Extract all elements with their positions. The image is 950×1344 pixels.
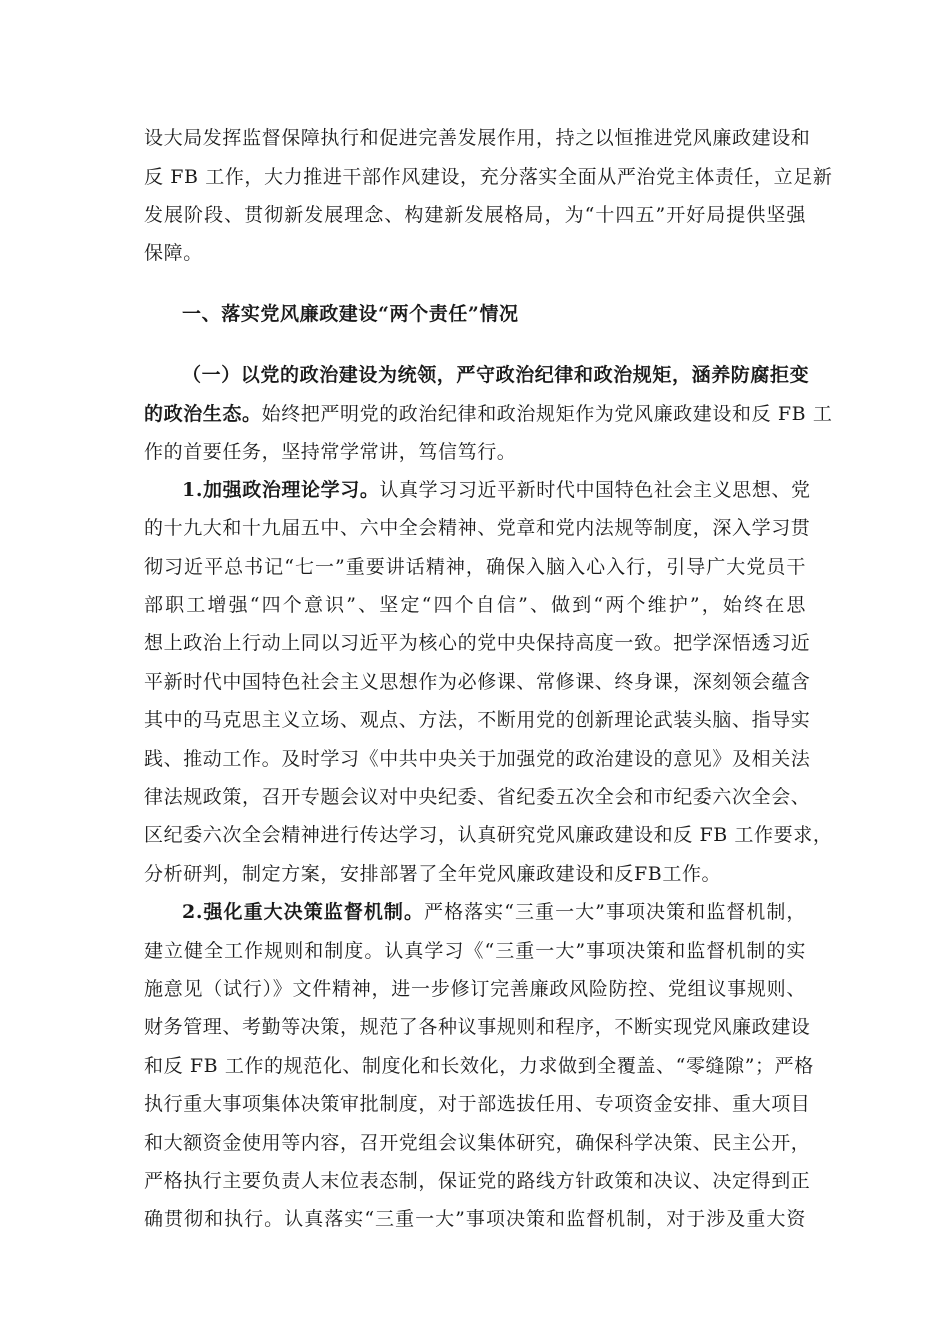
intro-line-4: 保障。 — [144, 242, 203, 264]
item2-line: 和反 FB 工作的规范化、制度化和长效化，力求做到全覆盖、“零缝隙”；严格 — [144, 1055, 814, 1077]
item1-first-text: 认真学习习近平新时代中国特色社会主义思想、党 — [379, 479, 811, 501]
subsection-line-2-text: 始终把严明党的政治纪律和政治规矩作为党风廉政建设和反 FB 工 — [261, 403, 833, 425]
item2-line: 执行重大事项集体决策审批制度，对于部选拔任用、专项资金安排、重大项目 — [144, 1093, 811, 1115]
item2-title: 2.强化重大决策监督机制。 — [182, 901, 425, 923]
item1-line: 彻习近平总书记“七一”重要讲话精神，确保入脑入心入行，引导广大党员干 — [144, 556, 806, 578]
intro-line-2: 反 FB 工作，大力推进干部作风建设，充分落实全面从严治党主体责任，立足新 — [144, 166, 833, 188]
item1-line-last: 分析研判，制定方案，安排部署了全年党风廉政建设和反FB工作。 — [144, 863, 722, 885]
item2-line: 施意见（试行）》文件精神，进一步修订完善廉政风险防控、党组议事规则、 — [144, 978, 806, 1000]
item1-line-1 — [182, 476, 811, 504]
item1-line: 其中的马克思主义立场、观点、方法，不断用党的创新理论武装头脑、指导实 — [144, 709, 811, 731]
item2-line-1 — [182, 898, 806, 926]
item1-line: 区纪委六次全会精神进行传达学习，认真研究党风廉政建设和反 FB 工作要求， — [144, 824, 833, 846]
item1-line: 律法规政策，召开专题会议对中央纪委、省纪委五次全会和市纪委六次全会、 — [144, 786, 811, 808]
item1-line: 平新时代中国特色社会主义思想作为必修课、常修课、终身课，深刻领会蕴含 — [144, 671, 811, 693]
item2-first-text: 严格落实“三重一大”事项决策和监督机制， — [424, 901, 806, 923]
item2-line: 财务管理、考勤等决策，规范了各种议事规则和程序，不断实现党风廉政建设 — [144, 1016, 811, 1038]
item2-line: 确贯彻和执行。认真落实“三重一大”事项决策和监督机制，对于涉及重大资 — [144, 1208, 806, 1230]
subsection-title-line-1: （一）以党的政治建设为统领，严守政治纪律和政治规矩，涵养防腐拒变 — [182, 364, 810, 386]
item2-line: 建立健全工作规则和制度。认真学习《“三重一大”事项决策和监督机制的实 — [144, 940, 806, 962]
item1-line: 想上政治上行动上同以习近平为核心的党中央保持高度一致。把学深悟透习近 — [144, 632, 811, 654]
item1-title: 1.加强政治理论学习。 — [182, 479, 380, 501]
item2-line: 严格执行主要负责人末位表态制，保证党的路线方针政策和决议、决定得到正 — [144, 1170, 811, 1192]
item2-line: 和大额资金使用等内容，召开党组会议集体研究，确保科学决策、民主公开， — [144, 1132, 811, 1154]
item1-line: 部职工增强“四个意识”、坚定“四个自信”、做到“两个维护”，始终在思 — [144, 594, 806, 616]
subsection-line-2 — [144, 400, 833, 428]
item1-line: 的十九大和十九届五中、六中全会精神、党章和党内法规等制度，深入学习贯 — [144, 517, 811, 539]
intro-line-1: 设大局发挥监督保障执行和促进完善发展作用，持之以恒推进党风廉政建设和 — [144, 127, 811, 149]
item1-line: 践、推动工作。及时学习《中共中央关于加强党的政治建设的意见》及相关法 — [144, 748, 811, 770]
section-heading: 一、落实党风廉政建设“两个责任”情况 — [182, 303, 519, 325]
intro-line-3: 发展阶段、贯彻新发展理念、构建新发展格局，为“十四五”开好局提供坚强 — [144, 204, 806, 226]
subsection-title-end: 的政治生态。 — [144, 403, 262, 425]
subsection-line-3: 作的首要任务，坚持常学常讲，笃信笃行。 — [144, 441, 517, 463]
